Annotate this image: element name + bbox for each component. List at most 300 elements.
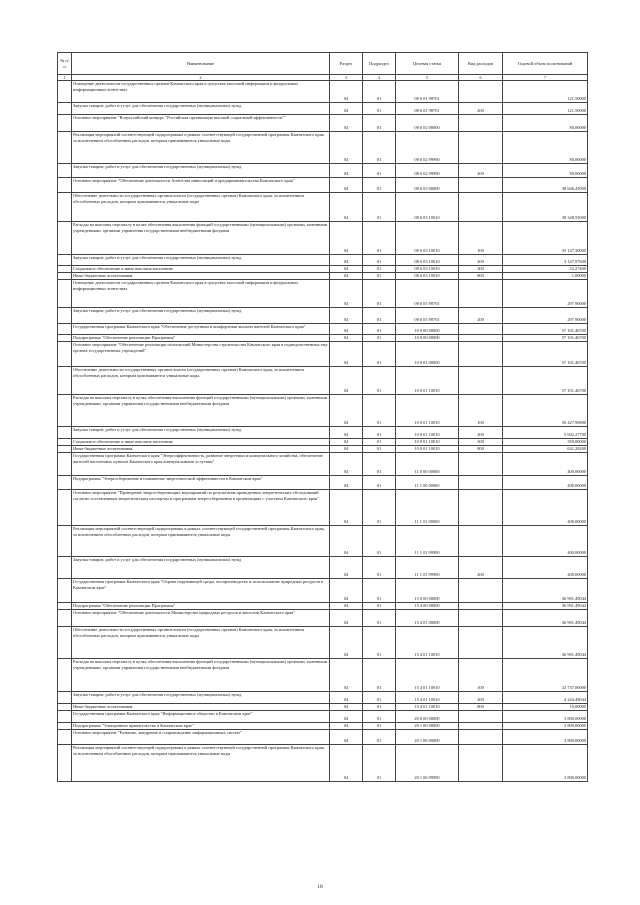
row-number-cell (58, 704, 72, 711)
row-name-cell: Расходы на выплаты персоналу в целях обеспечения выполнения функций государственными (муниципальными) органами, казенными учреждениями, органами управления государственными внебюджетными фондами (72, 395, 330, 427)
row-podrazdel-cell: 01 (363, 476, 396, 490)
row-razdel-cell: 04 (330, 692, 363, 704)
row-amount-cell: 52,27400 (503, 266, 588, 273)
row-target-article-cell: 10 8 00 00000 (396, 335, 459, 342)
row-amount-cell: 35 147,30000 (503, 222, 588, 255)
col-number: 3 (330, 75, 363, 81)
table-row (58, 427, 588, 439)
row-amount-cell: 38 646,45000 (503, 178, 588, 193)
row-amount-cell: 57 101,46700 (503, 367, 588, 395)
row-name-cell: Подпрограмма "Энергосбережение и повышение энергетической эффективности в Камчатском крае" (72, 476, 330, 490)
col-number: 5 (396, 75, 459, 81)
row-amount-cell: 3 147,97600 (503, 255, 588, 266)
row-name-cell: Государственная программа Камчатского края "Информационное общество в Камчатском крае" (72, 711, 330, 723)
row-name-cell: Основное мероприятие "Обеспечение деятельности Министерства природных ресурсов и экологии Камчатского края" (72, 610, 330, 627)
row-razdel-cell: 04 (330, 610, 363, 627)
row-target-article-cell: 08 6 02 00000 (396, 115, 459, 132)
row-amount-cell: 57 101,46700 (503, 335, 588, 342)
row-target-article-cell: 08 6 03 10010 (396, 222, 459, 255)
row-razdel-cell: 04 (330, 266, 363, 273)
row-target-article-cell: 20 1 00 00000 (396, 723, 459, 730)
row-name-cell: Иные бюджетные ассигнования (72, 704, 330, 711)
table-row (58, 255, 588, 266)
row-expense-type-cell (459, 453, 503, 476)
row-target-article-cell: 08 6 03 00000 (396, 178, 459, 193)
row-expense-type-cell: 800 (459, 273, 503, 280)
row-number-cell (58, 526, 72, 557)
row-razdel-cell: 04 (330, 427, 363, 439)
row-razdel-cell: 04 (330, 453, 363, 476)
row-name-cell: Иные бюджетные ассигнования (72, 273, 330, 280)
row-podrazdel-cell: 01 (363, 335, 396, 342)
row-name-cell: Расходы на выплаты персоналу в целях обеспечения выполнения функций государственными (муниципальными) органами, казенными учреждениями, органами управления государственными внебюджетными фондами (72, 222, 330, 255)
row-number-cell (58, 193, 72, 222)
row-razdel-cell: 04 (330, 280, 363, 308)
row-target-article-cell: 08 6 03 98701 (396, 308, 459, 324)
row-razdel-cell: 04 (330, 164, 363, 178)
col-header-target-article: Целевая статья (396, 53, 459, 75)
row-number-cell (58, 439, 72, 446)
row-name-cell: Закупка товаров, работ и услуг для обеспечения государственных (муниципальных) нужд (72, 557, 330, 579)
col-header-podrazdel: Подраздел (363, 53, 396, 75)
row-number-cell (58, 81, 72, 103)
row-expense-type-cell (459, 603, 503, 610)
row-podrazdel-cell: 01 (363, 526, 396, 557)
table-row (58, 266, 588, 273)
row-podrazdel-cell: 01 (363, 395, 396, 427)
row-name-cell: Закупка товаров, работ и услуг для обеспечения государственных (муниципальных) нужд (72, 308, 330, 324)
row-number-cell (58, 132, 72, 164)
row-expense-type-cell: 300 (459, 266, 503, 273)
row-expense-type-cell (459, 723, 503, 730)
row-number-cell (58, 308, 72, 324)
row-name-cell: Социальное обеспечение и иные выплаты населению (72, 266, 330, 273)
row-target-article-cell: 15 4 01 00000 (396, 610, 459, 627)
table-row (58, 115, 588, 132)
row-amount-cell: 38 348,55000 (503, 193, 588, 222)
table-row (58, 557, 588, 579)
row-podrazdel-cell: 01 (363, 557, 396, 579)
row-razdel-cell: 04 (330, 526, 363, 557)
row-podrazdel-cell: 01 (363, 164, 396, 178)
row-target-article-cell: 15 0 00 00000 (396, 579, 459, 603)
col-number: 1 (58, 75, 72, 81)
row-podrazdel-cell: 01 (363, 193, 396, 222)
row-expense-type-cell: 100 (459, 395, 503, 427)
row-amount-cell: 350,00000 (503, 439, 588, 446)
col-number: 2 (72, 75, 330, 81)
row-razdel-cell: 04 (330, 193, 363, 222)
row-amount-cell: 36 991,49044 (503, 603, 588, 610)
row-name-cell: Освещение деятельности государственных органов Камчатского края в средствах массовой информации и федеральных информационных агентствах (72, 280, 330, 308)
row-expense-type-cell: 200 (459, 427, 503, 439)
row-amount-cell: 400,00000 (503, 557, 588, 579)
row-number-cell (58, 723, 72, 730)
row-podrazdel-cell: 01 (363, 280, 396, 308)
row-number-cell (58, 745, 72, 782)
row-target-article-cell: 08 6 03 98701 (396, 280, 459, 308)
row-name-cell: Реализация мероприятий соответствующей подпрограммы в рамках соответствующей государственной программы Камчатского края, за исключением обособленных расходов, которым присваиваются уникальные коды (72, 526, 330, 557)
row-razdel-cell: 04 (330, 557, 363, 579)
row-name-cell: Обеспечение деятельности государственных органов власти (государственных органов) Камчатского края, за исключением обособленных расходов, которым присваиваются уникальные коды. (72, 367, 330, 395)
row-razdel-cell: 04 (330, 308, 363, 324)
row-podrazdel-cell: 01 (363, 745, 396, 782)
row-target-article-cell: 15 4 01 10010 (396, 692, 459, 704)
row-target-article-cell: 08 6 03 10010 (396, 266, 459, 273)
row-podrazdel-cell: 01 (363, 273, 396, 280)
row-target-article-cell: 15 4 01 10010 (396, 659, 459, 692)
row-target-article-cell: 11 1 01 99990 (396, 557, 459, 579)
row-razdel-cell: 04 (330, 395, 363, 427)
row-name-cell: Основное мероприятие "Обеспечение деятельности Агентства инвестиций и предпринимательства Камчатского края" (72, 178, 330, 193)
row-expense-type-cell (459, 745, 503, 782)
row-number-cell (58, 367, 72, 395)
table-row (58, 610, 588, 627)
row-amount-cell: 3 800,00000 (503, 711, 588, 723)
row-number-cell (58, 476, 72, 490)
table-row (58, 193, 588, 222)
row-podrazdel-cell: 01 (363, 367, 396, 395)
row-razdel-cell: 04 (330, 222, 363, 255)
row-target-article-cell: 10 8 01 10010 (396, 367, 459, 395)
table-row (58, 395, 588, 427)
row-amount-cell: 4 244,49044 (503, 692, 588, 704)
table-row (58, 723, 588, 730)
row-number-cell (58, 603, 72, 610)
row-expense-type-cell: 300 (459, 439, 503, 446)
table-row (58, 446, 588, 453)
row-target-article-cell: 20 1 06 99990 (396, 745, 459, 782)
row-name-cell: Обеспечение деятельности государственных органов власти (государственных органов) Камчатского края, за исключением обособленных расходов, которым присваиваются уникальные коды (72, 193, 330, 222)
row-razdel-cell: 04 (330, 711, 363, 723)
row-name-cell: Подпрограмма "Электронное правительство в Камчатском крае" (72, 723, 330, 730)
row-amount-cell: 36 991,49044 (503, 610, 588, 627)
budget-table (57, 52, 588, 782)
row-name-cell: Реализация мероприятий соответствующей подпрограммы в рамках соответствующей государственной программы Камчатского края, за исключением обособленных расходов, которым присваиваются уникальные коды (72, 745, 330, 782)
row-number-cell (58, 730, 72, 745)
row-name-cell: Государственная программа Камчатского края "Энергоэффективность, развитие энергетики и коммунального хозяйства, обеспечение жителей населенных пунктов Камчатского края коммунальными услугами" (72, 453, 330, 476)
row-target-article-cell: 08 6 01 98701 (396, 81, 459, 103)
row-expense-type-cell (459, 627, 503, 659)
row-target-article-cell: 11 0 00 00000 (396, 453, 459, 476)
table-row (58, 367, 588, 395)
row-name-cell: Государственная программа Камчатского края "Обеспечение доступным и комфортным жильем жителей Камчатского края" (72, 324, 330, 335)
row-amount-cell: 3 800,00000 (503, 745, 588, 782)
row-expense-type-cell: 100 (459, 222, 503, 255)
row-razdel-cell: 04 (330, 439, 363, 446)
row-number-cell (58, 266, 72, 273)
row-expense-type-cell (459, 342, 503, 367)
table-row (58, 627, 588, 659)
row-razdel-cell: 04 (330, 745, 363, 782)
row-name-cell: Подпрограмма "Обеспечение реализации Программы" (72, 603, 330, 610)
row-podrazdel-cell: 01 (363, 255, 396, 266)
row-podrazdel-cell: 01 (363, 342, 396, 367)
row-razdel-cell: 04 (330, 103, 363, 115)
row-amount-cell: 400,00000 (503, 526, 588, 557)
row-amount-cell: 57 101,46700 (503, 324, 588, 335)
row-target-article-cell: 15 4 01 10010 (396, 704, 459, 711)
col-number: 7 (503, 75, 588, 81)
row-podrazdel-cell: 01 (363, 711, 396, 723)
row-expense-type-cell: 800 (459, 446, 503, 453)
row-razdel-cell: 04 (330, 490, 363, 526)
row-expense-type-cell (459, 367, 503, 395)
table-body (58, 81, 588, 782)
row-amount-cell: 400,00000 (503, 476, 588, 490)
row-amount-cell: 3 800,00000 (503, 730, 588, 745)
page-number: 18 (317, 884, 323, 890)
table-row (58, 273, 588, 280)
row-amount-cell: 400,00000 (503, 490, 588, 526)
col-number: 4 (363, 75, 396, 81)
row-number-cell (58, 610, 72, 627)
row-number-cell (58, 711, 72, 723)
row-name-cell: Подпрограмма "Обеспечение реализации Программы" (72, 335, 330, 342)
row-podrazdel-cell: 01 (363, 579, 396, 603)
row-amount-cell: 36 991,49044 (503, 627, 588, 659)
row-podrazdel-cell: 01 (363, 115, 396, 132)
row-number-cell (58, 335, 72, 342)
row-expense-type-cell: 200 (459, 557, 503, 579)
table-row (58, 453, 588, 476)
row-target-article-cell: 11 1 01 99990 (396, 526, 459, 557)
row-podrazdel-cell: 01 (363, 610, 396, 627)
row-podrazdel-cell: 01 (363, 704, 396, 711)
row-number-cell (58, 446, 72, 453)
row-target-article-cell: 10 8 01 10010 (396, 439, 459, 446)
row-podrazdel-cell: 01 (363, 603, 396, 610)
row-podrazdel-cell: 01 (363, 427, 396, 439)
table-row (58, 745, 588, 782)
row-podrazdel-cell: 01 (363, 490, 396, 526)
table-row (58, 692, 588, 704)
row-target-article-cell: 08 6 02 99990 (396, 132, 459, 164)
table-row (58, 280, 588, 308)
row-amount-cell: 631,28200 (503, 446, 588, 453)
col-header-name: Наименование (72, 53, 330, 75)
row-podrazdel-cell: 01 (363, 439, 396, 446)
row-name-cell: Основное мероприятие "Всероссийский конкурс "Российская организация высокой социальной эффективности"" (72, 115, 330, 132)
table-row (58, 439, 588, 446)
row-expense-type-cell (459, 193, 503, 222)
row-target-article-cell: 11 1 00 00000 (396, 476, 459, 490)
row-amount-cell: 57 101,46700 (503, 342, 588, 367)
row-name-cell: Закупка товаров, работ и услуг для обеспечения государственных (муниципальных) нужд (72, 427, 330, 439)
row-expense-type-cell (459, 335, 503, 342)
row-expense-type-cell (459, 476, 503, 490)
row-expense-type-cell: 200 (459, 164, 503, 178)
row-expense-type-cell (459, 81, 503, 103)
row-razdel-cell: 04 (330, 723, 363, 730)
row-number-cell (58, 342, 72, 367)
row-expense-type-cell (459, 324, 503, 335)
row-target-article-cell: 10 8 01 10010 (396, 446, 459, 453)
row-amount-cell: 121,50000 (503, 81, 588, 103)
table-row (58, 730, 588, 745)
row-amount-cell: 80,00000 (503, 132, 588, 164)
row-number-cell (58, 280, 72, 308)
row-amount-cell: 50 427,90800 (503, 395, 588, 427)
row-name-cell: Основное мероприятие "Проведение энергосберегающих мероприятий по результатам проведенных энергетических обследований согласно составленным энергетическим паспортам и программам энергосбережения в организациях с участием Камчатского края" (72, 490, 330, 526)
row-expense-type-cell: 800 (459, 704, 503, 711)
row-razdel-cell: 04 (330, 324, 363, 335)
row-number-cell (58, 427, 72, 439)
row-number-cell (58, 164, 72, 178)
row-amount-cell: 1,00000 (503, 273, 588, 280)
row-target-article-cell: 11 1 01 00000 (396, 490, 459, 526)
table-row (58, 308, 588, 324)
row-razdel-cell: 04 (330, 603, 363, 610)
row-podrazdel-cell: 01 (363, 659, 396, 692)
row-target-article-cell: 08 6 03 10010 (396, 255, 459, 266)
row-target-article-cell: 08 6 03 10010 (396, 273, 459, 280)
row-razdel-cell: 04 (330, 659, 363, 692)
row-expense-type-cell (459, 730, 503, 745)
row-expense-type-cell (459, 526, 503, 557)
row-name-cell: Социальное обеспечение и иные выплаты населению (72, 439, 330, 446)
table-row (58, 342, 588, 367)
table-row (58, 704, 588, 711)
row-amount-cell: 36 991,49044 (503, 579, 588, 603)
row-podrazdel-cell: 01 (363, 81, 396, 103)
row-podrazdel-cell: 01 (363, 308, 396, 324)
row-name-cell: Иные бюджетные ассигнования (72, 446, 330, 453)
row-expense-type-cell: 200 (459, 308, 503, 324)
row-target-article-cell: 10 8 01 10010 (396, 395, 459, 427)
row-podrazdel-cell: 01 (363, 324, 396, 335)
row-number-cell (58, 273, 72, 280)
col-header-number: № п/п (58, 53, 72, 75)
row-podrazdel-cell: 01 (363, 446, 396, 453)
row-razdel-cell: 04 (330, 730, 363, 745)
row-number-cell (58, 659, 72, 692)
row-amount-cell: 10,00000 (503, 704, 588, 711)
row-expense-type-cell (459, 490, 503, 526)
row-podrazdel-cell: 01 (363, 692, 396, 704)
row-podrazdel-cell: 01 (363, 730, 396, 745)
row-razdel-cell: 04 (330, 627, 363, 659)
row-number-cell (58, 222, 72, 255)
row-target-article-cell: 10 8 01 10010 (396, 427, 459, 439)
row-podrazdel-cell: 01 (363, 627, 396, 659)
row-razdel-cell: 04 (330, 335, 363, 342)
row-razdel-cell: 04 (330, 273, 363, 280)
table-row (58, 222, 588, 255)
col-number: 6 (459, 75, 503, 81)
row-name-cell: Закупка товаров, работ и услуг для обеспечения государственных (муниципальных) нужд (72, 164, 330, 178)
row-expense-type-cell: 100 (459, 659, 503, 692)
row-number-cell (58, 115, 72, 132)
row-number-cell (58, 579, 72, 603)
row-podrazdel-cell: 01 (363, 723, 396, 730)
row-amount-cell: 3 800,00000 (503, 723, 588, 730)
row-podrazdel-cell: 01 (363, 103, 396, 115)
row-amount-cell: 400,00000 (503, 453, 588, 476)
table-row (58, 526, 588, 557)
row-name-cell: Основное мероприятие "Обеспечение реализации полномочий Министерства строительства Камчатского края в подведомственных ему органах государственных учреждений" (72, 342, 330, 367)
row-razdel-cell: 04 (330, 446, 363, 453)
row-name-cell: Закупка товаров, работ и услуг для обеспечения государственных (муниципальных) нужд (72, 255, 330, 266)
row-expense-type-cell (459, 711, 503, 723)
row-target-article-cell: 10 0 00 00000 (396, 324, 459, 335)
table-row (58, 603, 588, 610)
row-target-article-cell: 10 8 01 00000 (396, 342, 459, 367)
row-number-cell (58, 453, 72, 476)
row-name-cell: Освещение деятельности государственных органов Камчатского края в средствах массовой информации и федеральных информационных агентствах (72, 81, 330, 103)
table-row (58, 81, 588, 103)
row-amount-cell: 297,90000 (503, 280, 588, 308)
row-target-article-cell: 08 6 01 98701 (396, 103, 459, 115)
table-row (58, 335, 588, 342)
header-row (58, 53, 588, 75)
row-amount-cell: 5 692,27700 (503, 427, 588, 439)
row-amount-cell: 32 737,00000 (503, 659, 588, 692)
row-amount-cell: 80,00000 (503, 115, 588, 132)
row-razdel-cell: 04 (330, 579, 363, 603)
row-number-cell (58, 178, 72, 193)
row-name-cell: Расходы на выплаты персоналу в целях обеспечения выполнения функций государственными (муниципальными) органами, казенными учреждениями, органами управления государственными внебюджетными фондами (72, 659, 330, 692)
row-expense-type-cell (459, 178, 503, 193)
row-podrazdel-cell: 01 (363, 222, 396, 255)
row-razdel-cell: 04 (330, 476, 363, 490)
row-expense-type-cell: 200 (459, 255, 503, 266)
row-podrazdel-cell: 01 (363, 453, 396, 476)
row-razdel-cell: 04 (330, 178, 363, 193)
col-header-annual-amount: Годовой объем ассигнований (503, 53, 588, 75)
row-target-article-cell: 08 6 03 10010 (396, 193, 459, 222)
row-name-cell: Государственная программа Камчатского края "Охрана окружающей среды, воспроизводство и использование природных ресурсов в Камчатском крае" (72, 579, 330, 603)
row-target-article-cell: 20 1 06 00000 (396, 730, 459, 745)
row-podrazdel-cell: 01 (363, 266, 396, 273)
row-expense-type-cell (459, 579, 503, 603)
row-expense-type-cell (459, 610, 503, 627)
col-header-expense-type: Вид расходов (459, 53, 503, 75)
table-row (58, 659, 588, 692)
row-name-cell: Обеспечение деятельности государственных органов власти (государственных органов) Камчатского края, за исключением обособленных расходов, которым присваиваются уникальные коды (72, 627, 330, 659)
row-expense-type-cell (459, 132, 503, 164)
row-number-cell (58, 395, 72, 427)
row-razdel-cell: 04 (330, 81, 363, 103)
row-target-article-cell: 20 0 00 00000 (396, 711, 459, 723)
row-expense-type-cell (459, 280, 503, 308)
row-target-article-cell: 15 4 00 00000 (396, 603, 459, 610)
table-row (58, 324, 588, 335)
row-amount-cell: 80,00000 (503, 164, 588, 178)
table-row (58, 579, 588, 603)
row-podrazdel-cell: 01 (363, 178, 396, 193)
table-row (58, 178, 588, 193)
row-name-cell: Основное мероприятие "Развитие, внедрение и сопровождение информационных систем" (72, 730, 330, 745)
row-razdel-cell: 04 (330, 255, 363, 266)
row-amount-cell: 297,90000 (503, 308, 588, 324)
row-name-cell: Реализация мероприятий соответствующей подпрограммы в рамках соответствующей государственной программы Камчатского края, за исключением обособленных расходов, которым присваиваются уникальные коды (72, 132, 330, 164)
row-expense-type-cell: 200 (459, 103, 503, 115)
row-razdel-cell: 04 (330, 115, 363, 132)
row-name-cell: Закупка товаров, работ и услуг для обеспечения государственных (муниципальных) нужд (72, 103, 330, 115)
row-number-cell (58, 627, 72, 659)
row-expense-type-cell: 200 (459, 692, 503, 704)
row-podrazdel-cell: 01 (363, 132, 396, 164)
row-target-article-cell: 15 4 01 10010 (396, 627, 459, 659)
table-row (58, 103, 588, 115)
row-name-cell: Закупка товаров, работ и услуг для обеспечения государственных (муниципальных) нужд (72, 692, 330, 704)
row-number-cell (58, 324, 72, 335)
row-number-cell (58, 103, 72, 115)
row-number-cell (58, 490, 72, 526)
col-header-razdel: Раздел (330, 53, 363, 75)
row-number-cell (58, 557, 72, 579)
